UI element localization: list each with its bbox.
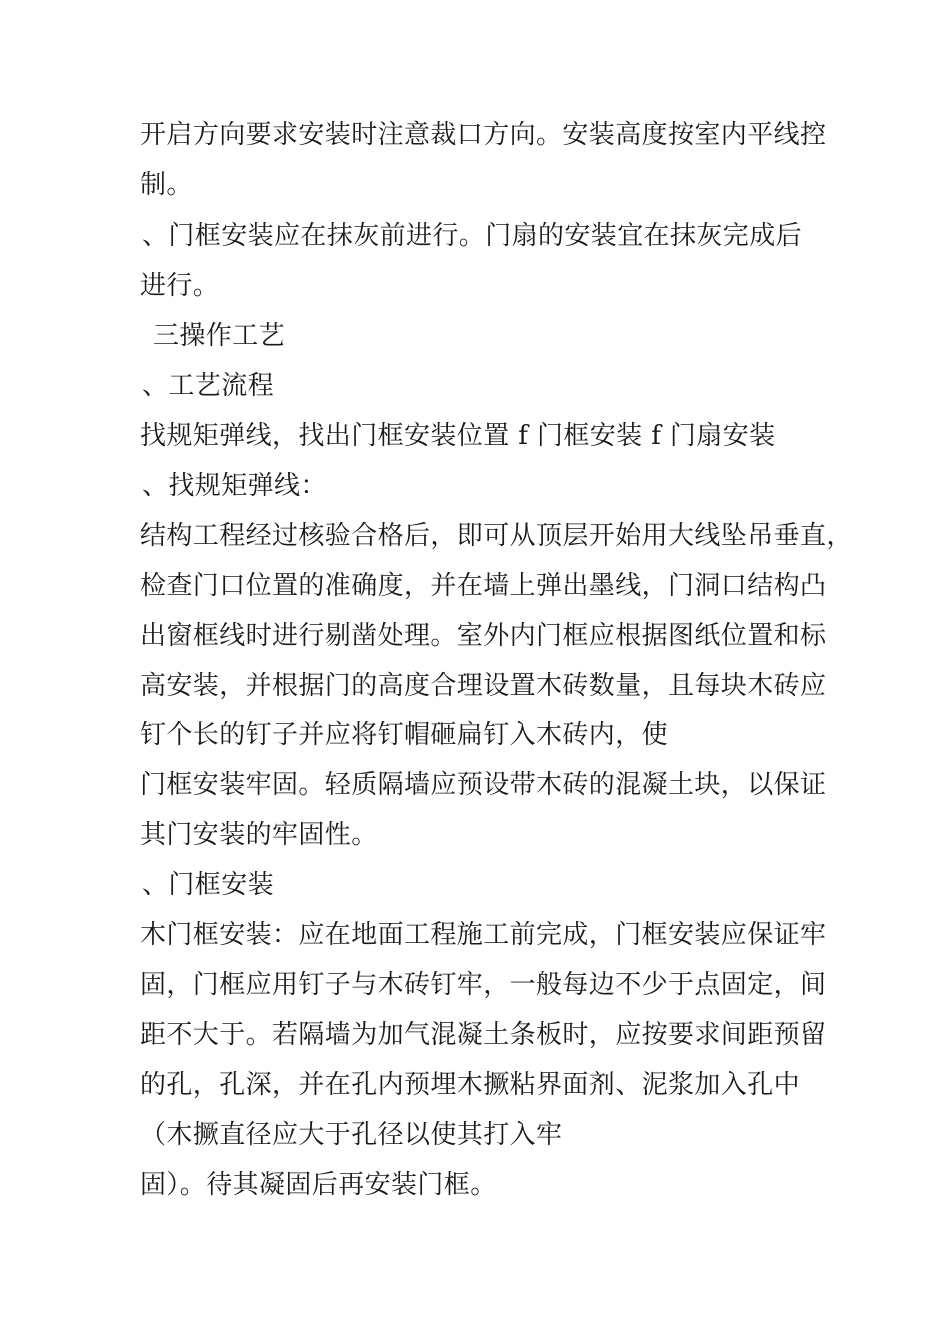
text-line: 木门框安装：应在地面工程施工前完成，门框安装应保证牢 bbox=[140, 920, 827, 950]
text-line: 进行。 bbox=[140, 271, 220, 301]
text-line: 门框安装牢固。轻质隔墙应预设带木砖的混凝土块，以保证 bbox=[140, 770, 827, 800]
text-line: 制。 bbox=[140, 170, 193, 200]
text-line: 其门安装的牢固性。 bbox=[140, 820, 378, 850]
text-line: 开启方向要求安装时注意裁口方向。安装高度按室内平线控 bbox=[140, 120, 827, 150]
text-line: 高安装，并根据门的高度合理设置木砖数量，且每块木砖应 bbox=[140, 671, 827, 701]
text-line: 找规矩弹线，找出门框安装位置 f 门框安装 f 门扇安装 bbox=[140, 421, 776, 451]
text-line: 固，门框应用钉子与木砖钉牢，一般每边不少于点固定，间 bbox=[140, 970, 827, 1000]
text-line: 的孔，孔深，并在孔内预埋木撅粘界面剂、泥浆加入孔中 bbox=[140, 1070, 801, 1100]
text-line: （木撅直径应大于孔径以使其打入牢 bbox=[140, 1120, 563, 1150]
subsection-heading: 、工艺流程 bbox=[142, 371, 275, 401]
text-line: 检查门口位置的准确度，并在墙上弹出墨线，门洞口结构凸 bbox=[140, 571, 827, 601]
section-heading: 三操作工艺 bbox=[153, 321, 286, 351]
text-line: 、门框安装应在抹灰前进行。门扇的安装宜在抹灰完成后 bbox=[142, 221, 803, 251]
text-line: 距不大于。若隔墙为加气混凝土条板时，应按要求间距预留 bbox=[140, 1020, 827, 1050]
text-line: 结构工程经过核验合格后，即可从顶层开始用大线坠吊垂直， bbox=[140, 521, 853, 551]
subsection-heading: 、门框安装 bbox=[142, 870, 275, 900]
text-line: 钉个长的钉子并应将钉帽砸扁钉入木砖内，使 bbox=[140, 720, 669, 750]
subsection-heading: 、找规矩弹线： bbox=[142, 471, 327, 501]
text-line: 固）。待其凝固后再安装门框。 bbox=[140, 1170, 497, 1200]
text-line: 出窗框线时进行剔凿处理。室外内门框应根据图纸位置和标 bbox=[140, 621, 827, 651]
